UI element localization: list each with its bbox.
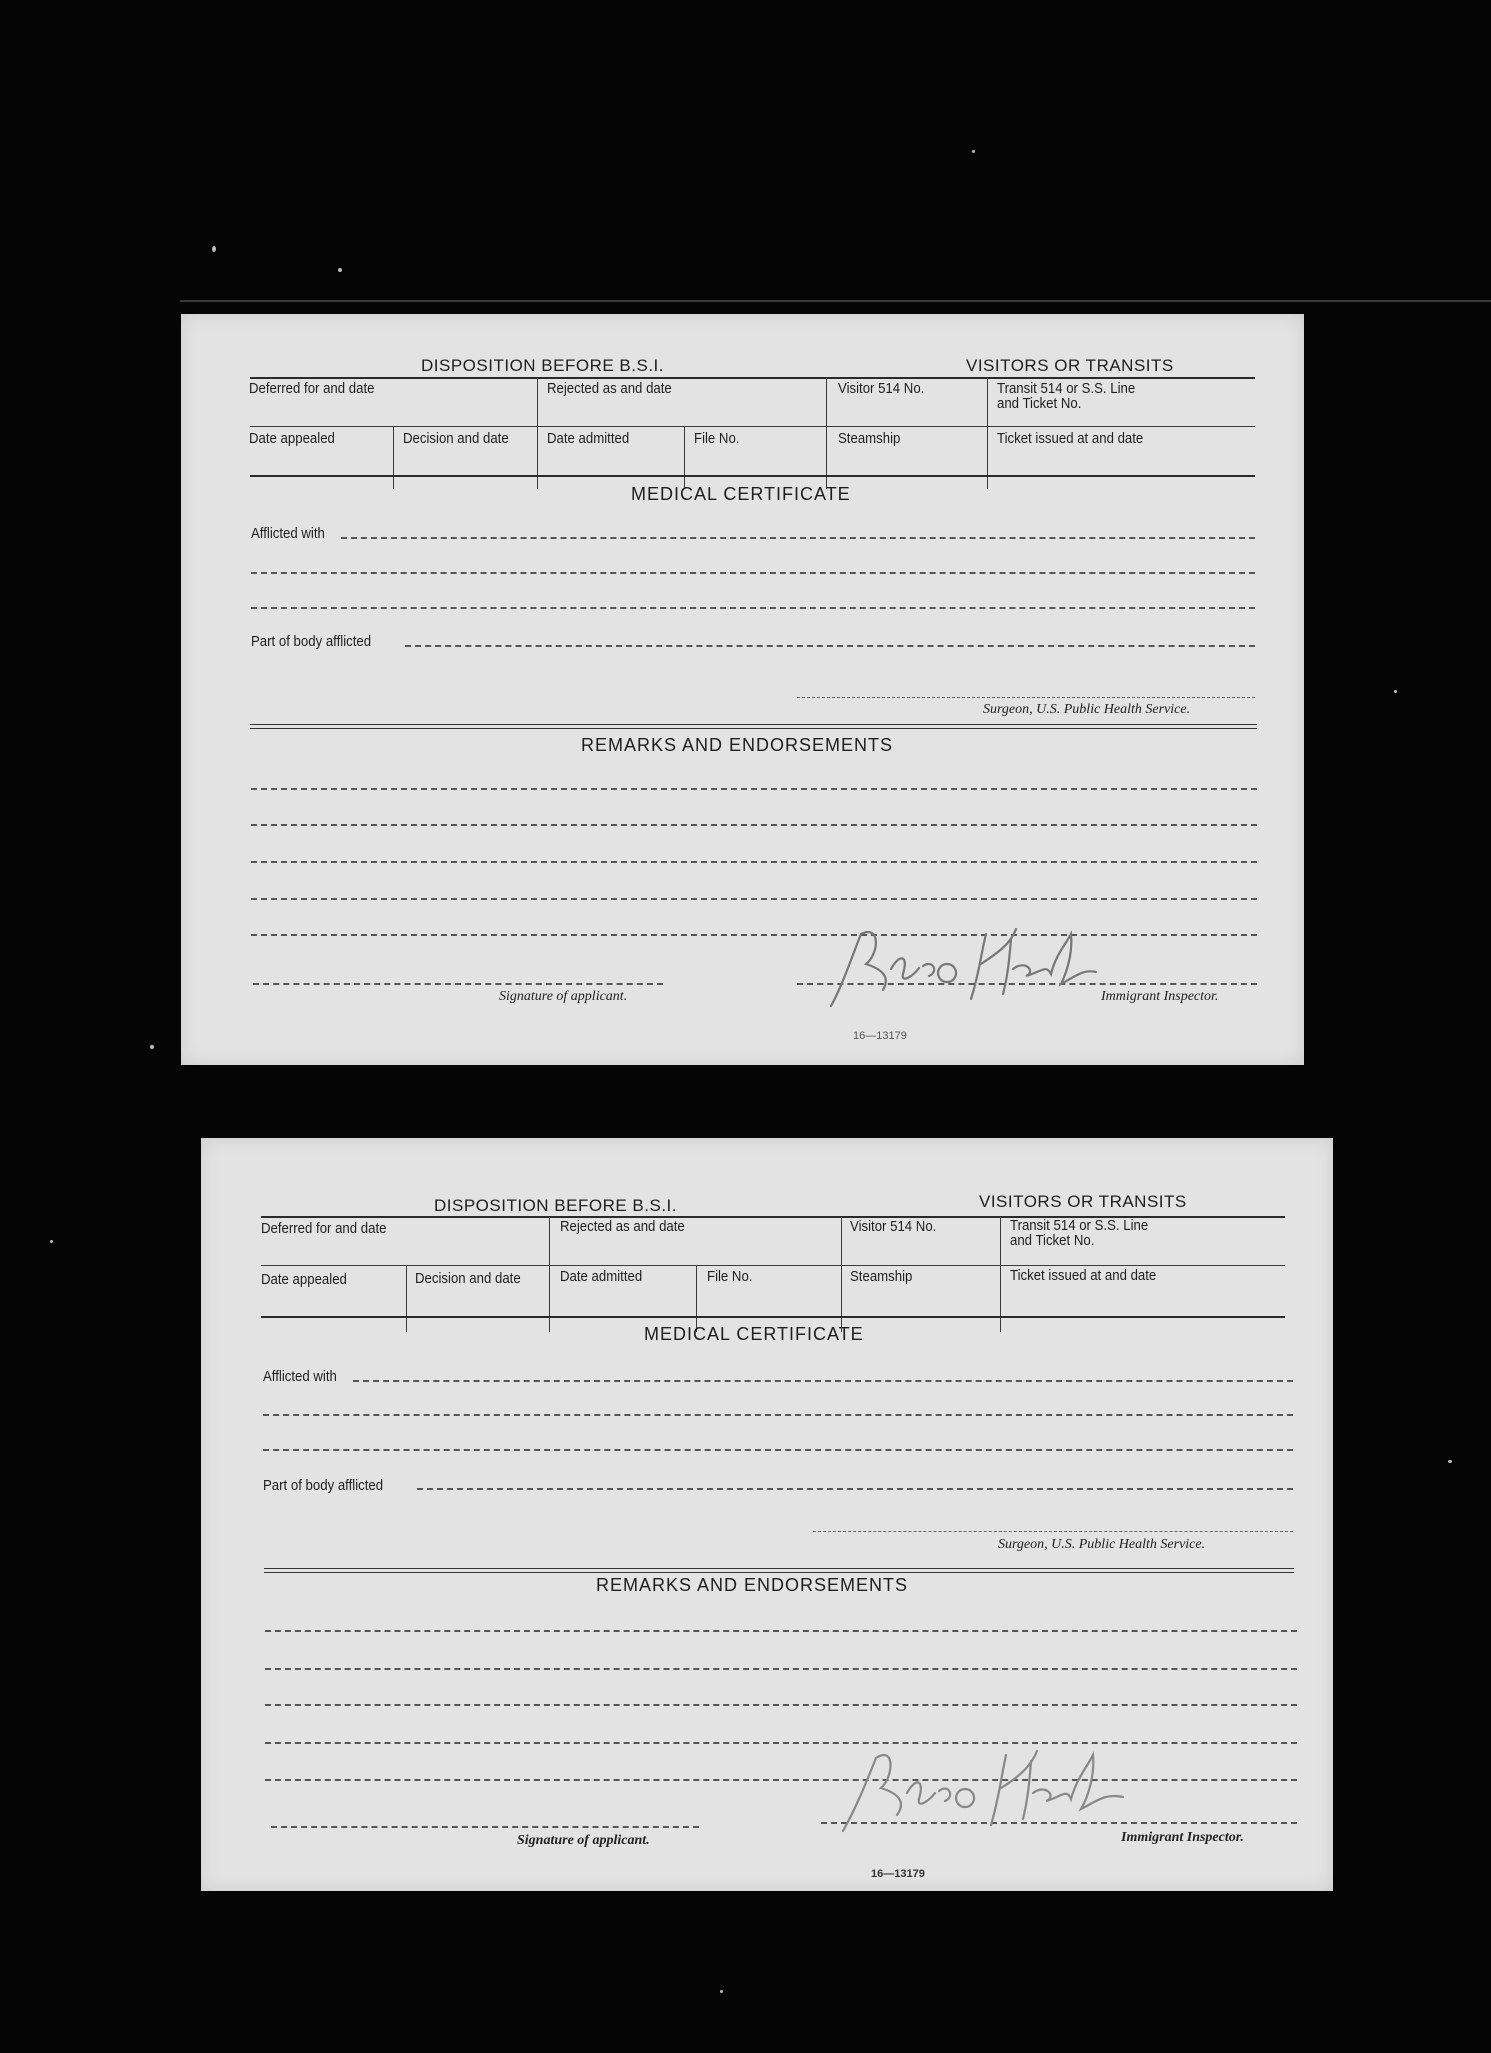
rejected-label: Rejected as and date	[547, 380, 672, 397]
disposition-heading: DISPOSITION BEFORE B.S.I.	[421, 356, 664, 375]
inspector-signature	[831, 1733, 1151, 1843]
deferred-label: Deferred for and date	[249, 380, 375, 397]
part-of-body-label: Part of body afflicted	[251, 633, 372, 650]
date-admitted-label: Date admitted	[560, 1268, 643, 1285]
surgeon-label: Surgeon, U.S. Public Health Service.	[983, 702, 1191, 717]
remarks-line	[265, 1668, 1297, 1670]
visitor-514-label: Visitor 514 No.	[850, 1218, 937, 1235]
file-no-label: File No.	[694, 430, 740, 447]
scan-edge-line	[180, 300, 1491, 302]
col-divider	[537, 377, 538, 489]
rejected-label: Rejected as and date	[560, 1218, 685, 1235]
col-divider	[1000, 1216, 1001, 1332]
medical-certificate-heading: MEDICAL CERTIFICATE	[644, 1324, 864, 1344]
section-double-rule	[250, 724, 1257, 729]
col-divider	[826, 377, 827, 489]
signature-of-applicant-label: Signature of applicant.	[517, 1833, 650, 1848]
remarks-line	[265, 1704, 1297, 1706]
col-divider	[393, 426, 394, 489]
table-mid-rule	[250, 426, 1255, 427]
scan-speck	[212, 246, 216, 252]
remarks-heading: REMARKS AND ENDORSEMENTS	[596, 1575, 909, 1595]
scan-speck	[50, 1240, 53, 1243]
table-top-rule	[250, 377, 1255, 379]
surgeon-signature-line	[813, 1531, 1293, 1532]
scan-speck	[720, 1990, 723, 1993]
surgeon-signature-line	[797, 697, 1255, 698]
afflicted-line	[341, 537, 1255, 539]
table-bottom-rule	[261, 1316, 1285, 1318]
afflicted-line	[251, 607, 1255, 609]
remarks-line	[251, 861, 1257, 863]
signature-of-applicant-label: Signature of applicant.	[499, 989, 628, 1004]
afflicted-line	[263, 1449, 1293, 1451]
transit-label: Transit 514 or S.S. Line	[997, 380, 1136, 397]
ticket-issued-label: Ticket issued at and date	[997, 430, 1144, 447]
part-of-body-line	[405, 645, 1255, 647]
immigrant-inspector-label: Immigrant Inspector.	[1121, 1830, 1244, 1845]
remarks-line	[265, 1630, 1297, 1632]
surgeon-label: Surgeon, U.S. Public Health Service.	[998, 1537, 1206, 1552]
afflicted-with-label: Afflicted with	[251, 525, 325, 542]
remarks-line	[251, 898, 1257, 900]
immigrant-inspector-label: Immigrant Inspector.	[1101, 989, 1219, 1004]
form-number: 16—13179	[871, 1868, 925, 1880]
remarks-heading: REMARKS AND ENDORSEMENTS	[581, 735, 894, 755]
afflicted-line	[353, 1380, 1293, 1382]
afflicted-with-label: Afflicted with	[263, 1368, 337, 1385]
table-bottom-rule	[250, 475, 1255, 477]
remarks-line	[251, 824, 1257, 826]
afflicted-line	[251, 572, 1255, 574]
remarks-line	[251, 788, 1257, 790]
visitors-heading: VISITORS OR TRANSITS	[979, 1192, 1187, 1211]
steamship-label: Steamship	[850, 1268, 913, 1285]
visitor-514-label: Visitor 514 No.	[838, 380, 925, 397]
scan-speck	[972, 150, 975, 153]
date-appealed-label: Date appealed	[261, 1271, 347, 1288]
col-divider	[841, 1216, 842, 1332]
col-divider	[696, 1265, 697, 1332]
section-double-rule	[264, 1568, 1294, 1573]
file-no-label: File No.	[707, 1268, 753, 1285]
part-of-body-line	[417, 1488, 1293, 1490]
table-mid-rule	[261, 1265, 1285, 1266]
transit-label-line2: and Ticket No.	[1010, 1232, 1095, 1249]
date-appealed-label: Date appealed	[249, 430, 335, 447]
transit-label-line2: and Ticket No.	[997, 395, 1082, 412]
scan-speck	[1448, 1460, 1452, 1463]
disposition-heading: DISPOSITION BEFORE B.S.I.	[434, 1196, 677, 1215]
decision-label: Decision and date	[403, 430, 509, 447]
transit-label: Transit 514 or S.S. Line	[1010, 1217, 1149, 1234]
applicant-signature-line	[253, 983, 663, 985]
col-divider	[684, 426, 685, 489]
decision-label: Decision and date	[415, 1270, 521, 1287]
medical-certificate-heading: MEDICAL CERTIFICATE	[631, 484, 851, 504]
form-number: 16—13179	[853, 1030, 907, 1042]
deferred-label: Deferred for and date	[261, 1220, 387, 1237]
ticket-issued-label: Ticket issued at and date	[1010, 1267, 1157, 1284]
index-card-2	[201, 1138, 1333, 1891]
scan-speck	[338, 268, 342, 272]
col-divider	[987, 377, 988, 489]
visitors-heading: VISITORS OR TRANSITS	[966, 356, 1174, 375]
part-of-body-label: Part of body afflicted	[263, 1477, 384, 1494]
applicant-signature-line	[271, 1826, 699, 1828]
date-admitted-label: Date admitted	[547, 430, 630, 447]
scan-speck	[150, 1045, 154, 1049]
steamship-label: Steamship	[838, 430, 901, 447]
col-divider	[549, 1216, 550, 1332]
index-card-1	[181, 314, 1304, 1065]
col-divider	[406, 1265, 407, 1332]
inspector-signature	[821, 914, 1121, 1014]
afflicted-line	[263, 1414, 1293, 1416]
scan-speck	[1394, 690, 1397, 693]
